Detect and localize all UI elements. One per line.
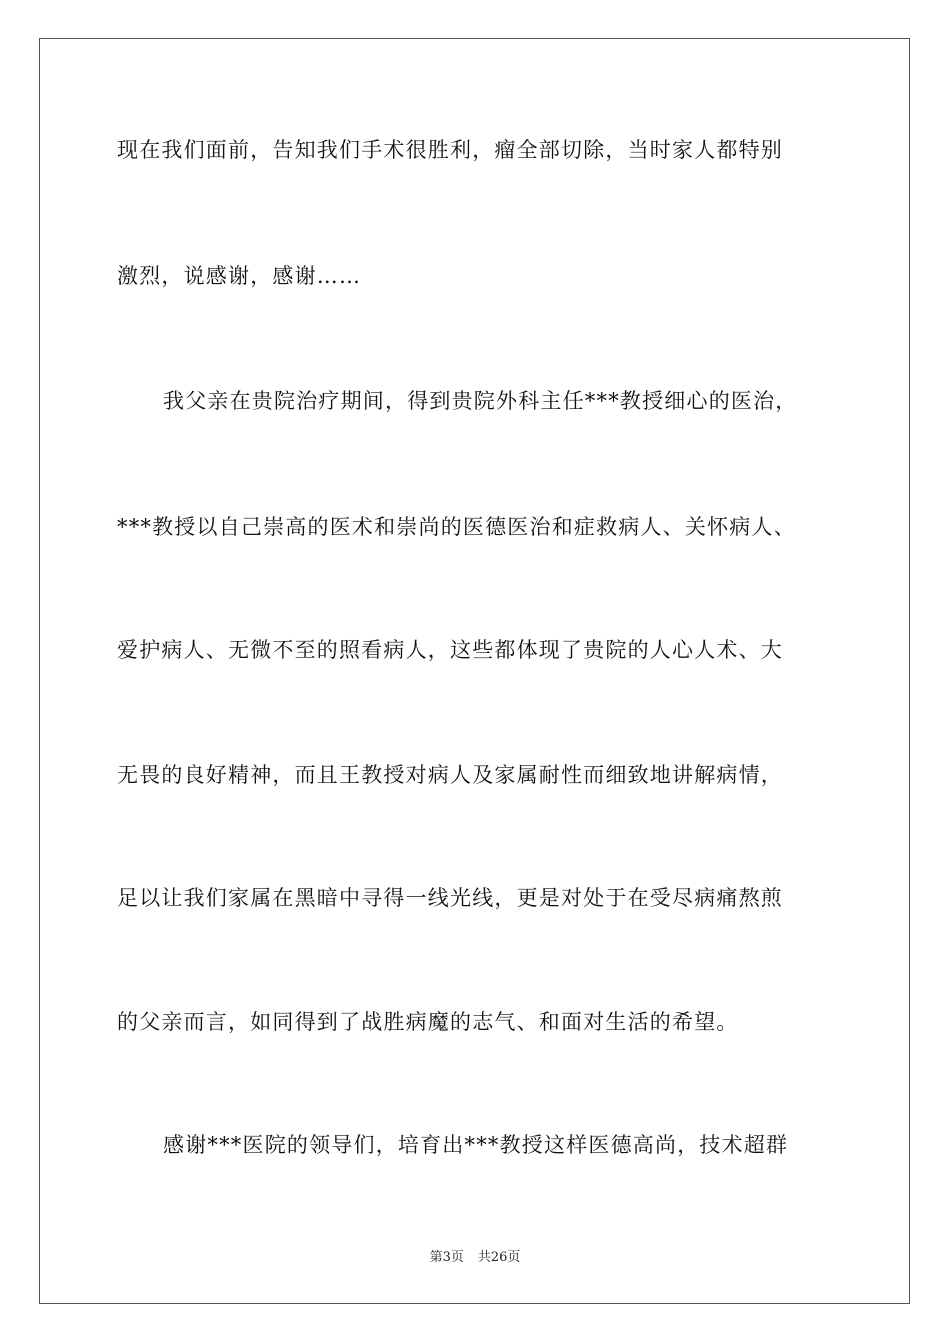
body-text-line: 足以让我们家属在黑暗中寻得一线光线，更是对处于在受尽病痛熬煎 [117, 886, 783, 910]
paragraph-start-line: 我父亲在贵院治疗期间，得到贵院外科主任***教授细心的医治， [163, 389, 798, 413]
body-text-line: 爱护病人、无微不至的照看病人，这些都体现了贵院的人心人术、大 [117, 638, 783, 662]
body-text-line: 无畏的良好精神，而且王教授对病人及家属耐性而细致地讲解病情， [117, 763, 783, 787]
page-number: 第3页 [429, 1250, 464, 1265]
page-border [39, 38, 910, 1304]
body-text-line: 激烈，说感谢，感谢…… [117, 264, 362, 288]
body-text-line: 的父亲而言，如同得到了战胜病魔的志气、和面对生活的希望。 [117, 1010, 739, 1034]
body-text-line: ***教授以自己崇高的医术和崇尚的医德医治和症救病人、关怀病人、 [117, 515, 796, 539]
page-total: 共26页 [477, 1250, 521, 1265]
body-text-line: 现在我们面前，告知我们手术很胜利，瘤全部切除，当时家人都特别 [117, 138, 783, 162]
paragraph-start-line: 感谢***医院的领导们，培育出***教授这样医德高尚，技术超群 [163, 1133, 789, 1157]
page-footer [0, 1250, 950, 1266]
